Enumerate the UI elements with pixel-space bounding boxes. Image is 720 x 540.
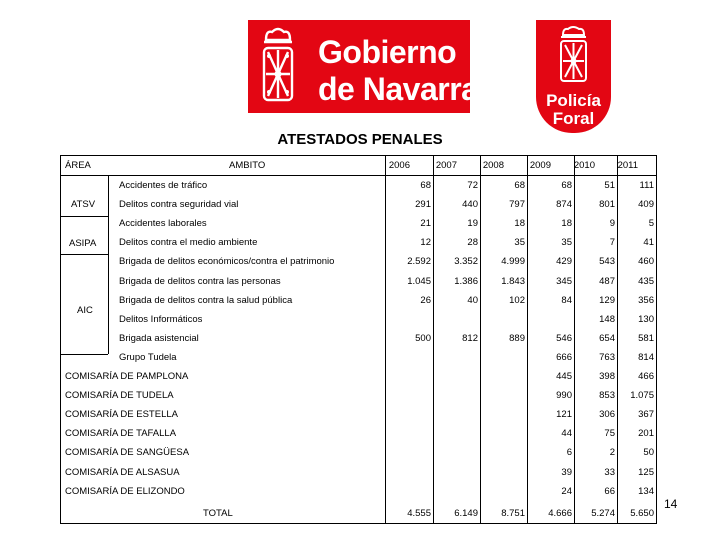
row-label: Accidentes laborales — [119, 218, 207, 230]
area-label-atsv: ATSV — [71, 199, 96, 210]
table-cell: 148 — [599, 313, 615, 325]
header-year: 2007 — [435, 160, 457, 171]
table-cell: 345 — [556, 275, 572, 287]
table-cell: 874 — [556, 199, 572, 211]
table-cell: 102 — [509, 294, 525, 306]
table-cell: 814 — [638, 351, 654, 363]
area-divider — [108, 176, 109, 354]
header-ambito: AMBITO — [229, 160, 266, 171]
table-cell: 853 — [599, 390, 615, 402]
gobierno-de-navarra-logo — [248, 20, 479, 113]
header-year: 2006 — [388, 160, 410, 171]
page-title: ATESTADOS PENALES — [277, 131, 443, 148]
row-label: Accidentes de tráfico — [119, 180, 208, 191]
row-label: Brigada de delitos económicos/contra el patrimonio — [119, 256, 335, 268]
table-cell: 121 — [556, 409, 572, 421]
table-cell: 18 — [561, 218, 572, 230]
row-label: COMISARÍA DE PAMPLONA — [65, 371, 189, 382]
table-cell: 2 — [609, 447, 615, 459]
table-cell: 409 — [638, 199, 654, 211]
row-label: COMISARÍA DE TAFALLA — [65, 428, 177, 440]
table-cell: 581 — [638, 332, 654, 344]
row-label: Delitos contra el medio ambiente — [119, 237, 258, 249]
table-cell: 487 — [599, 275, 615, 287]
header-year: 2008 — [482, 160, 504, 171]
total-cell: 6.149 — [454, 508, 478, 519]
table-cell: 1.386 — [454, 275, 478, 287]
row-label: Brigada asistencial — [119, 332, 199, 344]
table-cell: 33 — [604, 466, 615, 478]
table-cell: 306 — [599, 409, 615, 421]
table-cell: 990 — [556, 390, 572, 402]
table-cell: 130 — [638, 313, 654, 325]
table-cell: 466 — [638, 371, 654, 382]
policia-logo-line2: Foral — [552, 109, 595, 128]
table-cell: 26 — [420, 294, 431, 306]
table-cell: 654 — [599, 332, 615, 344]
total-cell: 8.751 — [501, 508, 525, 519]
table-cell: 3.352 — [454, 256, 478, 268]
table-cell: 75 — [604, 428, 615, 440]
table-cell: 367 — [638, 409, 654, 421]
table-cell: 543 — [599, 256, 615, 268]
row-label: Delitos contra seguridad vial — [119, 199, 239, 211]
area-label-asipa: ASIPA — [69, 238, 97, 249]
table-cell: 445 — [556, 371, 572, 382]
table-cell: 1.843 — [501, 275, 525, 287]
table-cell: 398 — [599, 371, 615, 382]
policia-foral-logo — [536, 20, 611, 133]
table-cell: 9 — [609, 218, 615, 230]
table-cell: 125 — [638, 466, 654, 478]
gobierno-logo-line1: Gobierno — [318, 34, 457, 70]
table-cell: 51 — [604, 180, 615, 191]
header-year: 2010 — [573, 160, 595, 171]
table-cell: 460 — [638, 256, 654, 268]
table-cell: 500 — [415, 332, 431, 344]
table-cell: 797 — [509, 199, 525, 211]
table-cell: 889 — [509, 332, 525, 344]
atestados-table — [60, 155, 657, 524]
table-cell: 40 — [467, 294, 478, 306]
table-cell: 4.999 — [501, 256, 525, 268]
table-cell: 201 — [638, 428, 654, 440]
row-label: Brigada de delitos contra la salud pública — [119, 294, 293, 306]
table-cell: 24 — [561, 485, 572, 497]
header-year: 2011 — [617, 160, 638, 171]
total-cell: 5.650 — [630, 508, 654, 519]
table-cell: 84 — [561, 294, 572, 306]
row-label: Delitos Informáticos — [119, 313, 203, 325]
area-separator — [61, 354, 108, 355]
area-label-aic: AIC — [77, 305, 93, 316]
col-divider — [385, 156, 386, 523]
table-cell: 763 — [599, 351, 615, 363]
table-cell: 18 — [514, 218, 525, 230]
table-cell: 72 — [467, 180, 478, 191]
total-cell: 4.555 — [407, 508, 431, 519]
policia-crest-icon — [556, 25, 591, 85]
table-cell: 68 — [561, 180, 572, 191]
table-cell: 68 — [514, 180, 525, 191]
row-label: COMISARÍA DE ALSASUA — [65, 466, 180, 478]
row-label: COMISARÍA DE TUDELA — [65, 390, 174, 402]
table-cell: 50 — [643, 447, 654, 459]
table-cell: 6 — [566, 447, 572, 459]
total-label: TOTAL — [203, 508, 233, 519]
table-cell: 129 — [599, 294, 615, 306]
table-cell: 44 — [561, 428, 572, 440]
row-label: COMISARÍA DE SANGÜESA — [65, 447, 190, 459]
table-cell: 5 — [648, 218, 654, 230]
area-separator — [61, 216, 108, 217]
row-label: COMISARÍA DE ESTELLA — [65, 409, 178, 421]
table-cell: 66 — [604, 485, 615, 497]
table-cell: 291 — [415, 199, 431, 211]
table-cell: 2.592 — [407, 256, 431, 268]
row-label: Brigada de delitos contra las personas — [119, 275, 281, 287]
header-area: ÁREA — [65, 160, 91, 171]
table-cell: 134 — [638, 485, 654, 497]
table-cell: 111 — [639, 180, 654, 191]
table-cell: 1.075 — [630, 390, 654, 402]
header-year: 2009 — [529, 160, 551, 171]
table-cell: 812 — [462, 332, 478, 344]
row-label: Grupo Tudela — [119, 351, 177, 363]
table-cell: 19 — [467, 218, 478, 230]
table-cell: 41 — [643, 237, 654, 249]
total-cell: 5.274 — [591, 508, 615, 519]
navarra-crest-icon — [260, 26, 296, 106]
table-cell: 435 — [638, 275, 654, 287]
table-cell: 35 — [561, 237, 572, 249]
table-cell: 7 — [609, 237, 615, 249]
table-cell: 666 — [556, 351, 572, 363]
gobierno-logo-line2: de Navarra — [318, 71, 479, 107]
page-number: 14 — [664, 497, 678, 511]
table-cell: 68 — [420, 180, 431, 191]
table-cell: 39 — [561, 466, 572, 478]
table-cell: 801 — [599, 199, 615, 211]
policia-logo-line1: Policía — [546, 91, 601, 110]
table-cell: 35 — [514, 237, 525, 249]
area-separator — [61, 254, 108, 255]
table-cell: 429 — [556, 256, 572, 268]
table-cell: 12 — [420, 237, 431, 249]
table-cell: 546 — [556, 332, 572, 344]
table-cell: 1.045 — [407, 275, 431, 287]
table-cell: 356 — [638, 294, 654, 306]
table-cell: 28 — [467, 237, 478, 249]
row-label: COMISARÍA DE ELIZONDO — [65, 485, 185, 497]
total-cell: 4.666 — [548, 508, 572, 519]
table-cell: 440 — [462, 199, 478, 211]
table-cell: 21 — [420, 218, 431, 230]
